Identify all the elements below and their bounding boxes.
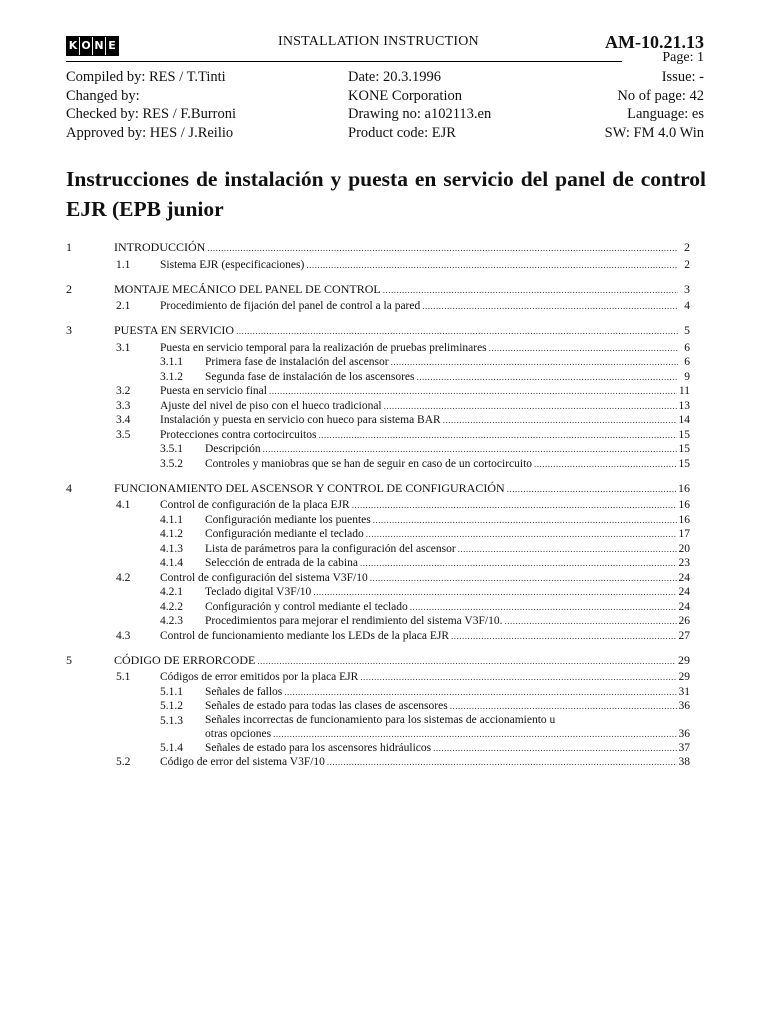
toc-page-number: 15 xyxy=(678,428,690,441)
toc-entry[interactable] xyxy=(66,498,690,513)
toc-title: Procedimiento de fijación del panel de control a la pared xyxy=(160,300,421,312)
toc-page-number: 16 xyxy=(678,499,690,511)
date: Date: 20.3.1996 xyxy=(348,69,442,85)
toc-entry-body xyxy=(205,699,690,714)
toc-entry[interactable] xyxy=(66,384,690,399)
toc-leader-dots xyxy=(417,370,679,385)
toc-title: Puesta en servicio final xyxy=(160,385,267,397)
toc-page-number: 11 xyxy=(678,385,690,397)
toc-number: 4.1.1 xyxy=(160,513,183,526)
toc-number: 3.2 xyxy=(116,385,131,397)
toc-title: Control de funcionamiento mediante los LEDs de la placa EJR xyxy=(160,629,450,642)
toc-title: Señales de estado para todas las clases de ascensores xyxy=(205,700,448,712)
toc-number: 5 xyxy=(66,652,72,667)
toc-leader-dots xyxy=(373,513,677,528)
toc-entry-body xyxy=(160,399,690,414)
toc-page-number: 27 xyxy=(678,629,690,642)
toc-entry[interactable] xyxy=(66,527,690,542)
toc-page-number: 20 xyxy=(678,542,690,555)
toc-number: 4.2.1 xyxy=(160,586,183,598)
toc-number: 4.1 xyxy=(116,499,131,511)
document-title: Instrucciones de instalación y puesta en servicio del panel de control EJR (EPB junior xyxy=(66,167,706,221)
toc-number: 5.1.2 xyxy=(160,700,183,712)
toc-title: Instalación y puesta en servicio con hueco para sistema BAR xyxy=(160,414,441,426)
toc-entry-body xyxy=(160,413,690,428)
toc-entry-body xyxy=(205,556,690,571)
toc-page-number: 2 xyxy=(684,240,690,254)
toc-title: Segunda fase de instalación de los ascensores xyxy=(205,370,415,383)
toc-page-number: 36 xyxy=(678,727,690,740)
toc-page-number: 3 xyxy=(684,281,690,296)
toc-title-line2 xyxy=(205,727,690,741)
toc-title: Ajuste del nivel de piso con el hueco tradicional xyxy=(160,399,382,412)
toc-entry-body xyxy=(205,585,690,600)
toc-title: PUESTA EN SERVICIO xyxy=(114,323,235,337)
toc-entry-body xyxy=(114,481,690,497)
toc-title: MONTAJE MECÁNICO DEL PANEL DE CONTROL xyxy=(114,281,381,296)
toc-leader-dots xyxy=(534,457,676,472)
toc-title: Procedimientos para mejorar el rendimiento del sistema V3F/10. xyxy=(205,615,503,627)
toc-number: 4.2 xyxy=(116,571,131,584)
toc-leader-dots xyxy=(433,741,676,756)
toc-entry[interactable] xyxy=(66,542,690,557)
toc-entry[interactable] xyxy=(66,240,690,255)
toc-page-number: 29 xyxy=(678,652,690,667)
software: SW: FM 4.0 Win xyxy=(604,124,704,141)
meta-middle-column xyxy=(348,68,491,142)
logo-letter: N xyxy=(93,37,106,55)
toc-number: 4.2.2 xyxy=(160,600,183,613)
changed-by: Changed by: xyxy=(66,87,140,104)
toc-number: 5.1.1 xyxy=(160,685,183,698)
toc-leader-dots xyxy=(269,384,677,399)
table-of-contents xyxy=(66,240,690,770)
toc-entry-body xyxy=(160,258,690,273)
header-rule xyxy=(66,61,622,62)
toc-entry-body xyxy=(205,513,690,528)
toc-number: 3.1 xyxy=(116,341,131,354)
toc-title: Señales de estado para los ascensores hidráulicos xyxy=(205,741,432,754)
toc-page-number: 36 xyxy=(678,700,690,712)
toc-number: 2.1 xyxy=(116,300,131,312)
toc-entry-body xyxy=(205,542,690,557)
toc-number: 3.1.2 xyxy=(160,370,183,383)
toc-leader-dots xyxy=(450,699,677,714)
toc-leader-dots xyxy=(489,341,678,356)
toc-entry[interactable] xyxy=(66,513,690,528)
toc-number: 3.4 xyxy=(116,414,131,426)
toc-page-number: 5 xyxy=(684,323,690,337)
toc-entry[interactable] xyxy=(66,755,690,770)
toc-number: 3.1.1 xyxy=(160,356,183,368)
toc-entry-body xyxy=(114,282,690,298)
toc-entry-body xyxy=(160,571,690,586)
toc-number: 2 xyxy=(66,281,72,296)
toc-number: 3.5.2 xyxy=(160,457,183,470)
toc-leader-dots xyxy=(360,556,677,571)
page-count: No of page: 42 xyxy=(617,87,704,104)
drawing-number: Drawing no: a102113.en xyxy=(348,106,492,122)
toc-entry-body xyxy=(114,240,690,256)
toc-page-number: 13 xyxy=(678,399,690,412)
toc-entry[interactable] xyxy=(66,258,690,273)
page-number: Page: 1 xyxy=(662,50,704,65)
toc-entry[interactable] xyxy=(66,413,690,428)
toc-entry-body xyxy=(205,355,690,370)
toc-leader-dots xyxy=(263,442,677,457)
toc-leader-dots xyxy=(313,585,676,600)
toc-number: 4.2.3 xyxy=(160,615,183,627)
document-id: AM-10.21.13 xyxy=(605,32,704,52)
toc-entry[interactable] xyxy=(66,341,690,356)
toc-title: Señales de fallos xyxy=(205,685,283,698)
toc-entry-body xyxy=(160,670,690,685)
toc-title: CÓDIGO DE ERRORCODE xyxy=(114,652,256,667)
toc-title: Controles y maniobras que se han de seguir en caso de un cortocircuito xyxy=(205,457,533,470)
toc-page-number: 24 xyxy=(678,571,690,584)
company: KONE Corporation xyxy=(348,87,462,104)
toc-title: INTRODUCCIÓN xyxy=(114,240,206,254)
toc-number: 3.3 xyxy=(116,399,131,412)
toc-entry[interactable] xyxy=(66,670,690,685)
toc-title-continued: otras opciones xyxy=(205,727,272,740)
toc-page-number: 23 xyxy=(678,557,690,569)
toc-leader-dots xyxy=(383,283,678,298)
toc-title: Primera fase de instalación del ascensor xyxy=(205,356,389,368)
toc-entry-body xyxy=(160,498,690,513)
checked-by: Checked by: RES / F.Burroni xyxy=(66,106,237,122)
toc-entry[interactable] xyxy=(66,442,690,457)
toc-leader-dots xyxy=(366,527,677,542)
toc-title: Código de error del sistema V3F/10 xyxy=(160,756,325,768)
toc-leader-dots xyxy=(318,428,676,443)
toc-entry[interactable] xyxy=(66,323,690,338)
toc-page-number: 2 xyxy=(684,258,690,271)
toc-entry-body xyxy=(205,457,690,472)
toc-entry-body xyxy=(205,685,690,700)
toc-leader-dots xyxy=(370,571,677,586)
toc-entry[interactable] xyxy=(66,481,690,496)
toc-leader-dots xyxy=(207,241,678,256)
issue: Issue: - xyxy=(661,69,704,85)
toc-number: 3 xyxy=(66,323,72,337)
toc-leader-dots xyxy=(384,399,677,414)
toc-entry[interactable] xyxy=(66,556,690,571)
toc-title: Teclado digital V3F/10 xyxy=(205,586,312,598)
meta-right-column xyxy=(605,68,704,142)
toc-leader-dots xyxy=(306,258,678,273)
toc-page-number: 4 xyxy=(684,300,690,312)
toc-entry[interactable] xyxy=(66,399,690,414)
toc-title: Configuración y control mediante el teclado xyxy=(205,600,408,613)
toc-number: 4.1.3 xyxy=(160,542,183,555)
toc-leader-dots xyxy=(443,413,677,428)
toc-entry-body xyxy=(160,341,690,356)
toc-leader-dots xyxy=(257,654,676,669)
toc-number: 5.1.4 xyxy=(160,741,183,754)
toc-number: 5.1 xyxy=(116,671,131,683)
logo-letter: E xyxy=(106,37,118,55)
logo-letter: K xyxy=(67,37,80,55)
toc-leader-dots xyxy=(273,727,676,741)
toc-page-number: 29 xyxy=(678,671,690,683)
toc-entry-body xyxy=(205,714,690,741)
toc-leader-dots xyxy=(422,299,678,314)
toc-page-number: 6 xyxy=(684,341,690,354)
toc-number: 4.1.4 xyxy=(160,557,183,569)
toc-number: 4.1.2 xyxy=(160,528,183,540)
toc-leader-dots xyxy=(360,670,676,685)
toc-leader-dots xyxy=(352,498,677,513)
toc-entry[interactable] xyxy=(66,685,690,700)
toc-title: Control de configuración del sistema V3F/10 xyxy=(160,571,368,584)
toc-entry[interactable] xyxy=(66,699,690,714)
approved-by: Approved by: HES / J.Reilio xyxy=(66,124,234,141)
toc-entry-body xyxy=(160,629,690,644)
toc-number: 4 xyxy=(66,480,72,495)
toc-leader-dots xyxy=(507,482,676,497)
toc-entry[interactable] xyxy=(66,585,690,600)
toc-page-number: 24 xyxy=(678,586,690,598)
toc-number: 1.1 xyxy=(116,258,131,271)
toc-leader-dots xyxy=(391,355,678,370)
toc-page-number: 37 xyxy=(678,741,690,754)
toc-entry-body xyxy=(114,323,690,339)
toc-title: Puesta en servicio temporal para la realización de pruebas preliminares xyxy=(160,341,487,354)
toc-leader-dots xyxy=(451,629,676,644)
toc-entry[interactable] xyxy=(66,370,690,385)
toc-entry-body xyxy=(205,600,690,615)
toc-entry-body xyxy=(205,442,690,457)
toc-leader-dots xyxy=(236,324,678,339)
toc-title: FUNCIONAMIENTO DEL ASCENSOR Y CONTROL DE CONFIGURACIÓN xyxy=(114,480,505,495)
toc-page-number: 17 xyxy=(678,528,690,540)
toc-entry[interactable] xyxy=(66,600,690,615)
toc-entry[interactable] xyxy=(66,614,690,629)
toc-leader-dots xyxy=(410,600,677,615)
toc-leader-dots xyxy=(458,542,677,557)
toc-entry-body xyxy=(205,614,690,629)
toc-number: 4.3 xyxy=(116,629,131,642)
toc-page-number: 31 xyxy=(678,685,690,698)
toc-page-number: 9 xyxy=(684,370,690,383)
toc-entry[interactable] xyxy=(66,714,690,741)
toc-page-number: 16 xyxy=(678,480,690,495)
toc-page-number: 6 xyxy=(684,356,690,368)
toc-entry-body xyxy=(205,527,690,542)
toc-entry[interactable] xyxy=(66,653,690,668)
toc-page-number: 26 xyxy=(678,615,690,627)
toc-page-number: 24 xyxy=(678,600,690,613)
toc-entry[interactable] xyxy=(66,355,690,370)
product-code: Product code: EJR xyxy=(348,124,456,141)
toc-title: Señales incorrectas de funcionamiento para los sistemas de accionamiento u xyxy=(205,713,556,726)
logo-letter: O xyxy=(80,37,93,55)
toc-title: Configuración mediante el teclado xyxy=(205,528,364,540)
toc-title: Control de configuración de la placa EJR xyxy=(160,499,350,511)
toc-entry-body xyxy=(205,370,690,385)
toc-entry-body xyxy=(160,755,690,770)
toc-title: Descripción xyxy=(205,443,261,455)
document-type: INSTALLATION INSTRUCTION xyxy=(278,34,479,49)
toc-entry[interactable] xyxy=(66,299,690,314)
toc-entry[interactable] xyxy=(66,282,690,297)
toc-entry-body xyxy=(205,741,690,756)
toc-page-number: 15 xyxy=(678,443,690,455)
kone-logo xyxy=(66,36,119,56)
language: Language: es xyxy=(627,106,704,122)
toc-leader-dots xyxy=(284,685,676,700)
toc-number: 3.5 xyxy=(116,428,131,441)
toc-leader-dots xyxy=(327,755,677,770)
toc-title: Selección de entrada de la cabina xyxy=(205,557,358,569)
toc-number: 3.5.1 xyxy=(160,443,183,455)
toc-number: 1 xyxy=(66,240,72,254)
toc-title: Configuración mediante los puentes xyxy=(205,513,371,526)
toc-leader-dots xyxy=(504,614,676,629)
toc-entry-body xyxy=(114,653,690,669)
toc-title: Lista de parámetros para la configuración del ascensor xyxy=(205,542,456,555)
compiled-by: Compiled by: RES / T.Tinti xyxy=(66,69,226,85)
toc-entry-body xyxy=(160,299,690,314)
toc-page-number: 15 xyxy=(678,457,690,470)
toc-entry[interactable] xyxy=(66,629,690,644)
toc-page-number: 16 xyxy=(678,513,690,526)
toc-entry[interactable] xyxy=(66,457,690,472)
toc-entry[interactable] xyxy=(66,571,690,586)
toc-page-number: 38 xyxy=(678,756,690,768)
toc-entry[interactable] xyxy=(66,741,690,756)
toc-entry[interactable] xyxy=(66,428,690,443)
toc-number: 5.1.3 xyxy=(160,714,183,727)
toc-title: Códigos de error emitidos por la placa EJR xyxy=(160,671,359,683)
toc-page-number: 14 xyxy=(678,414,690,426)
toc-title: Sistema EJR (especificaciones) xyxy=(160,258,305,271)
meta-left-column xyxy=(66,68,236,142)
toc-entry-body xyxy=(160,428,690,443)
toc-number: 5.2 xyxy=(116,756,131,768)
toc-entry-body xyxy=(160,384,690,399)
toc-title: Protecciones contra cortocircuitos xyxy=(160,428,317,441)
